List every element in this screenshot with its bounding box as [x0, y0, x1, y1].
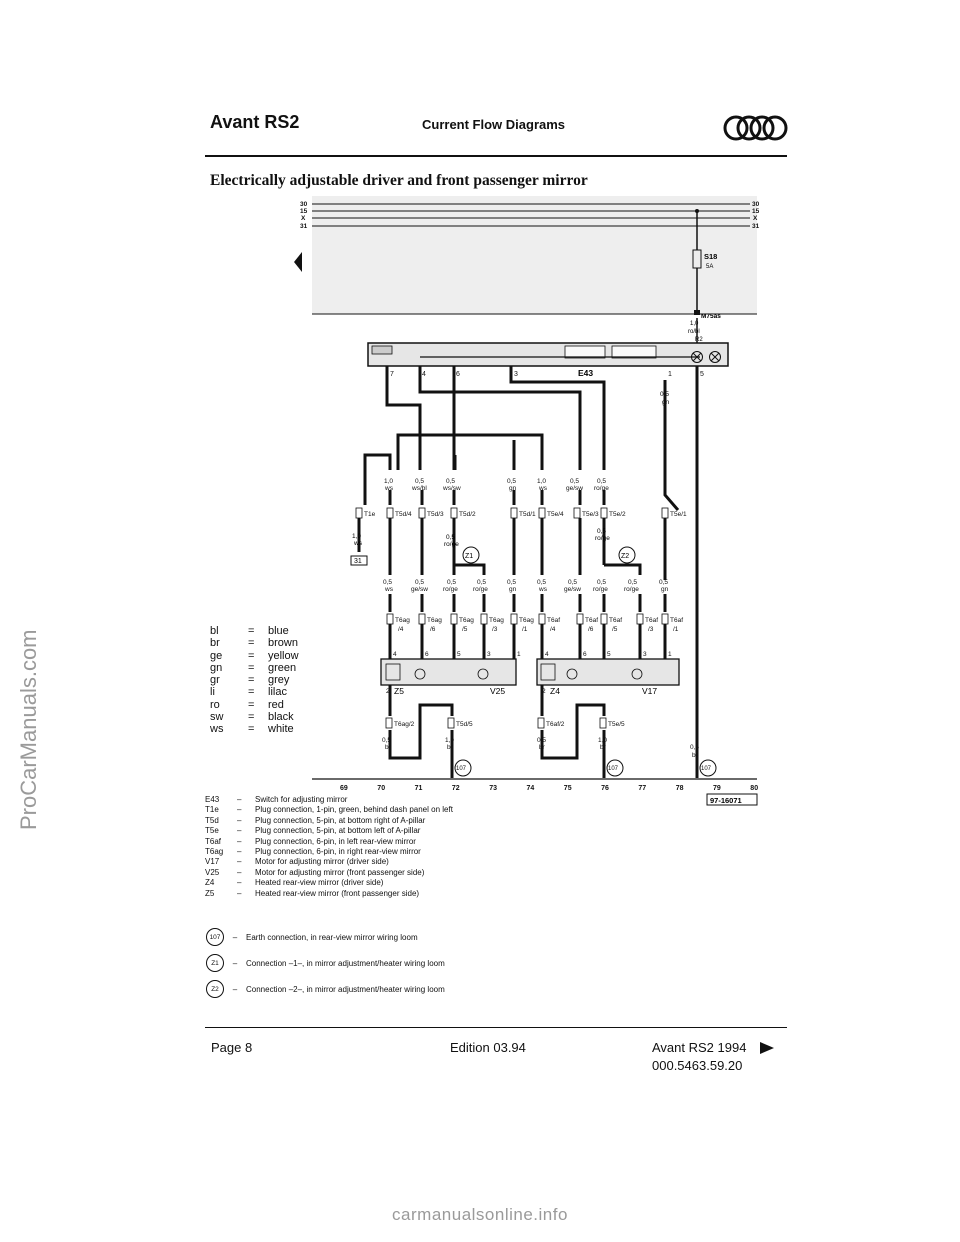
plug-label: T5e/1 [670, 511, 687, 518]
track-number: 72 [451, 785, 460, 792]
plug-pin-box [481, 614, 487, 624]
wire-color: ge/sw [411, 586, 428, 593]
mirror-pin: 5 [457, 651, 461, 658]
wire-gauge: 0,5 [477, 579, 487, 586]
earth-ws-ref: 31 [354, 558, 362, 565]
heater-label: Z5 [394, 686, 404, 696]
wire-gauge: 1,0 [384, 478, 394, 485]
wire-gauge: 0,5 [415, 478, 425, 485]
continuation-arrow-left [294, 252, 302, 272]
plug-label: T6af [547, 617, 561, 624]
track-number: 69 [340, 785, 348, 792]
wire-color: ro/ge [624, 586, 639, 593]
mirror-assembly-driver [537, 659, 679, 685]
component-row: T5e – Plug connection, 5-pin, at bottom left of A-pillar [205, 826, 421, 836]
bottom-plug: T5d/5 [456, 721, 473, 728]
wire-gauge: 1,0 [537, 478, 547, 485]
earth-ref: 107 [608, 766, 619, 772]
heater-label: Z4 [550, 686, 560, 696]
plug-label: T6ag [459, 617, 474, 624]
component-row: T1e – Plug connection, 1-pin, green, behind dash panel on left [205, 805, 453, 815]
connector-top-color: ro/bl [688, 329, 700, 335]
z1-color: ro/ge [444, 541, 459, 548]
plug-pin-box [662, 614, 668, 624]
z1-label: Z1 [465, 553, 474, 560]
mirror-pin: 5 [607, 651, 611, 658]
wire-color: ws/sw [443, 485, 461, 492]
wire-gauge: 0,5 [447, 579, 457, 586]
wire-gauge: 0,5 [507, 478, 517, 485]
plug-pin-box [511, 614, 517, 624]
plug-pin-box [637, 614, 643, 624]
plug-pin: /3 [492, 626, 498, 633]
earth-ws-gauge: 1,0 [352, 533, 362, 540]
mirror-pin: 3 [487, 651, 491, 658]
plug-pin: /5 [462, 626, 468, 633]
document-title: Avant RS2 [210, 112, 300, 132]
switch-pin: 3 [514, 371, 518, 378]
rail-label-right: 31 [752, 223, 760, 230]
mirror-pin: 1 [668, 651, 672, 658]
plug-label: T5e/4 [547, 511, 564, 518]
plug-label: T6ag [519, 617, 534, 624]
bottom-plug: T6af/2 [546, 721, 565, 728]
wire-gauge: 0,5 [690, 744, 700, 751]
wire-gauge: 0,5 [382, 737, 392, 744]
z1-connection-icon: Z1 [206, 954, 224, 972]
component-row: T6ag – Plug connection, 6-pin, in right rear-view mirror [205, 847, 421, 857]
track-number: 73 [489, 785, 497, 792]
plug-pin: /1 [522, 626, 528, 633]
motor-label: V17 [642, 686, 658, 696]
plug-label: T5e/2 [609, 511, 626, 518]
model-year: Avant RS2 1994 [652, 1040, 747, 1055]
wire-gauge: 0,5 [597, 579, 607, 586]
track-number: 79 [713, 785, 721, 792]
bottom-watermark: carmanualsonline.info [392, 1205, 568, 1224]
plug-label: T6af [609, 617, 623, 624]
plug-label: T6af [585, 617, 599, 624]
plug-label: T5e/3 [582, 511, 599, 518]
switch-pin: 4 [422, 371, 426, 378]
plug-label: T6af [645, 617, 659, 624]
page-number: Page 8 [211, 1040, 253, 1055]
wire-gauge: 0,5 [415, 579, 425, 586]
earth-ws-color: ws [354, 540, 362, 547]
plug-pin: /3 [648, 626, 654, 633]
earth-ref: 107 [701, 766, 712, 772]
mirror-pin: 6 [583, 651, 587, 658]
wire-gauge: 0,5 [659, 579, 669, 586]
wire-gauge: 0,5 [570, 478, 580, 485]
track-number: 75 [563, 785, 572, 792]
wire-color: ws [539, 485, 547, 492]
document-code: 000.5463.59.20 [652, 1058, 743, 1073]
wire-color: ws [385, 485, 393, 492]
switch-pin: 5 [700, 371, 704, 378]
plug-pin: /6 [588, 626, 594, 633]
switch-e43 [368, 343, 728, 366]
track-number: 70 [377, 785, 386, 792]
legend-row: li = lilac [210, 686, 287, 699]
z2-connection-icon: Z2 [206, 980, 224, 998]
connector-top-label: M75as [701, 313, 721, 320]
mirror-pin: 4 [545, 651, 549, 658]
plug-pin-box [577, 614, 583, 624]
plug-pin-box [419, 614, 425, 624]
plug-label: T6ag [489, 617, 504, 624]
plug-label: T6af [670, 617, 684, 624]
plug-pin: /5 [612, 626, 618, 633]
mirror-pins [393, 651, 672, 658]
edition: Edition 03.94 [450, 1040, 526, 1055]
legend-row: gn = green [210, 661, 297, 674]
plug-pin-box [451, 614, 457, 624]
plug-label: T5d/4 [395, 511, 412, 518]
earth-107-icon: 107 [206, 928, 224, 946]
legend-row: gr = grey [210, 674, 290, 687]
wire-color: ws [385, 586, 393, 593]
legend-row: ge = yellow [210, 649, 299, 662]
connector-top-pin: R2 [695, 337, 703, 343]
wire-color: ge/sw [564, 586, 581, 593]
plug-label: T5d/3 [427, 511, 444, 518]
track-number: 77 [638, 785, 647, 792]
component-row: T6af – Plug connection, 6-pin, in left rear-view mirror [205, 836, 416, 846]
rail-label-left: 30 [300, 201, 308, 208]
track-number: 76 [601, 785, 609, 792]
wire-color: br [600, 744, 606, 751]
wire-gauge: 0,5 [568, 579, 578, 586]
next-page-arrow-icon [760, 1042, 774, 1054]
wire-gauge: 0,5 [383, 579, 393, 586]
wire-color: ws/bl [412, 485, 427, 492]
plug-pin-box [539, 614, 545, 624]
component-row: V25 – Motor for adjusting mirror (front passenger side) [205, 867, 425, 877]
wire-color: br [447, 744, 453, 751]
z2-label: Z2 [621, 553, 630, 560]
footer-rule [205, 1027, 787, 1028]
mirror-assembly-passenger [381, 659, 516, 685]
earth-legend-row: Z1 – Connection –1–, in mirror adjustment/heater wiring loom [206, 954, 445, 972]
wire-color: gn [509, 586, 517, 593]
earth-ref: 107 [456, 766, 467, 772]
switch-pin: 6 [456, 371, 460, 378]
plug-pin-box [387, 614, 393, 624]
mirror-pin: 4 [393, 651, 397, 658]
wire-color: gn [661, 586, 669, 593]
side-watermark-text: ProCarManuals.com [16, 629, 41, 830]
wire-color: ro/ge [593, 586, 608, 593]
rail-label-right: 15 [752, 208, 760, 215]
wire-color: ro/ge [594, 485, 609, 492]
component-row: V17 – Motor for adjusting mirror (driver side) [205, 857, 389, 867]
document-subtitle: Current Flow Diagrams [422, 117, 566, 132]
fuse-label: S18 [704, 252, 718, 261]
legend-row: ro = red [210, 698, 284, 711]
wire-gauge: 0,5 [628, 579, 638, 586]
harness-wires [365, 366, 700, 760]
fuse-rating: 5A [706, 264, 714, 270]
plug-row-2 [387, 614, 683, 640]
mirror-pin: 1 [517, 651, 521, 658]
wire-gauge: 0,5 [537, 737, 547, 744]
plug-label: T5d/2 [459, 511, 476, 518]
z2-gauge: 0,5 [597, 528, 607, 535]
switch-right-wire: 0,5 [660, 391, 670, 398]
plug-pin: /4 [398, 626, 404, 633]
wire-color: ro/ge [443, 586, 458, 593]
z1-gauge: 0,5 [446, 534, 456, 541]
component-row: E43 – Switch for adjusting mirror [205, 795, 348, 804]
wire-gauge: 1,0 [598, 737, 608, 744]
wire-color: br [692, 752, 698, 759]
legend-row: bl = blue [210, 625, 289, 637]
wire-gauge: 0,5 [537, 579, 547, 586]
plug-pin-box [601, 614, 607, 624]
legend-row: sw = black [210, 711, 294, 724]
connector-top-wire: 1,0 [690, 321, 699, 327]
relay-panel [312, 196, 757, 314]
plug-pin: /6 [430, 626, 436, 633]
rail-label-left: 15 [300, 208, 308, 215]
plug-label: T5d/1 [519, 511, 536, 518]
heater-pin: 2 [386, 688, 390, 695]
rail-label-left: 31 [300, 223, 308, 230]
wire-gauge: 0,5 [507, 579, 517, 586]
motor-label: V25 [490, 686, 506, 696]
wire-gauge: 0,5 [597, 478, 607, 485]
plug-pin: /1 [673, 626, 679, 633]
component-row: Z4 – Heated rear-view mirror (driver side) [205, 878, 384, 888]
earth-legend-row: Z2 – Connection –2–, in mirror adjustment/heater wiring loom [206, 980, 445, 998]
mirror-pin: 6 [425, 651, 429, 658]
component-list [205, 795, 453, 899]
wire-color: br [385, 744, 391, 751]
wire-gauge: 0,5 [446, 478, 456, 485]
rail-label-left: X [301, 215, 306, 222]
switch-right-color: gn [662, 399, 670, 406]
switch-pin: 7 [390, 371, 394, 378]
legend-row: br = brown [210, 637, 298, 650]
plug-label: T6ag [395, 617, 410, 624]
plug-pin: /4 [550, 626, 556, 633]
legend-row: ws = white [210, 723, 294, 736]
component-row: Z5 – Heated rear-view mirror (front passenger side) [205, 888, 420, 898]
diagram-code: 97-16071 [710, 796, 742, 805]
wire-color: ro/ge [473, 586, 488, 593]
bottom-plug: T6ag/2 [394, 721, 415, 728]
wire-color: ws [539, 586, 547, 593]
track-numbers [340, 785, 758, 792]
track-number: 80 [750, 785, 759, 792]
plug-label: T6ag [427, 617, 442, 624]
track-number: 78 [675, 785, 684, 792]
track-number: 74 [526, 785, 535, 792]
plug-label: T1e [364, 511, 376, 518]
wire-color: ge/sw [566, 485, 583, 492]
earth-legend-row: 107 – Earth connection, in rear-view mirror wiring loom [206, 928, 418, 946]
switch-label: E43 [578, 368, 594, 378]
wire-gauge: 1,0 [445, 737, 455, 744]
page-heading: Electrically adjustable driver and front passenger mirror [210, 172, 588, 189]
color-legend [210, 625, 299, 736]
wire-color: br [539, 744, 545, 751]
heater-pin: 2 [542, 688, 546, 695]
wire-color: gn [509, 485, 517, 492]
mirror-pin: 3 [643, 651, 647, 658]
z2-color: ro/ge [595, 535, 610, 542]
bottom-plug: T5e/5 [608, 721, 625, 728]
track-number: 71 [414, 785, 423, 792]
component-row: T5d – Plug connection, 5-pin, at bottom right of A-pillar [205, 815, 426, 825]
rail-label-right: 30 [752, 201, 760, 208]
rail-label-right: X [753, 215, 758, 222]
switch-pin: 1 [668, 371, 672, 378]
